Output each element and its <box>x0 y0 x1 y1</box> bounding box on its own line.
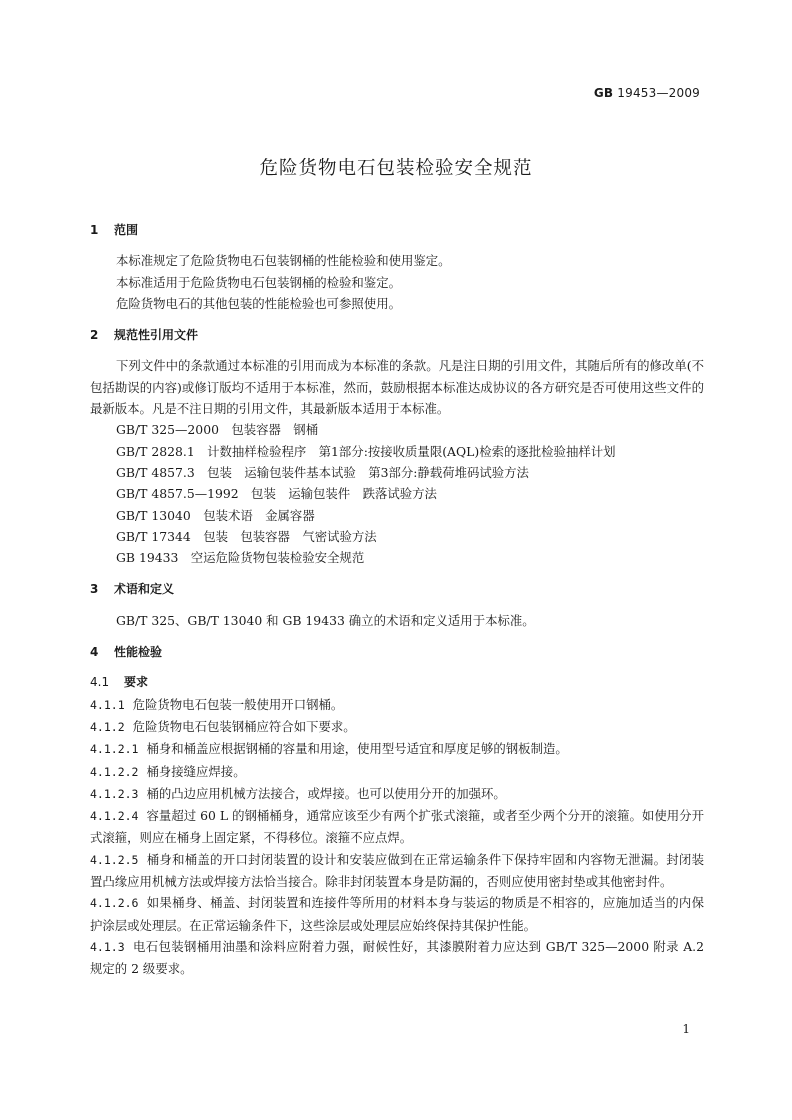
paragraph: GB/T 325、GB/T 13040 和 GB 19433 确立的术语和定义适用于本标准。 <box>116 612 535 628</box>
section-heading <box>90 642 704 663</box>
section-performance-test <box>90 642 704 979</box>
section-heading <box>90 579 704 600</box>
section-title: 性能检验 <box>114 645 163 660</box>
standard-prefix: GB <box>593 86 614 100</box>
clause-text: 如果桶身、桶盖、封闭装置和连接件等所用的材料本身与装运的物质是不相容的，应施加适当的内保护涂层或处理层。在正常运输条件下，这些涂层或处理层应始终保持其保护性能。 <box>90 895 704 933</box>
clause-number: 4.1.2.1 <box>90 742 139 757</box>
reference-item: GB/T 13040 包装术语 金属容器 <box>116 507 315 523</box>
clause-text: 容量超过 60 L 的钢桶桶身，通常应该至少有两个扩张式滚箍，或者至少两个分开的滚箍。如使用分开式滚箍，则应在桶身上固定紧，不得移位。滚箍不应点焊。 <box>90 808 704 846</box>
section-number: 4 <box>90 645 99 660</box>
clause <box>90 783 704 805</box>
page-number: 1 <box>682 1022 690 1036</box>
section-title: 规范性引用文件 <box>114 328 199 343</box>
clause <box>90 936 704 980</box>
subsection-title: 要求 <box>124 675 149 690</box>
clause-text: 桶的凸边应用机械方法接合，或焊接。也可以使用分开的加强环。 <box>146 785 506 801</box>
clause-number: 4.1.2.5 <box>90 852 139 867</box>
clause-text: 桶身和桶盖应根据钢桶的容量和用途，使用型号适宜和厚度足够的钢板制造。 <box>146 741 568 757</box>
clause-number: 4.1.2.4 <box>90 809 139 824</box>
paragraph: 下列文件中的条款通过本标准的引用而成为本标准的条款。凡是注日期的引用文件，其随后所有的修改单(不包括勘误的内容)或修订版均不适用于本标准，然而，鼓励根据本标准达成协议的各方研究是否可使用这些文件的最新版本。凡是不注日期的引用文件，其最新版本适用于本标准。 <box>90 358 704 417</box>
paragraph: 本标准规定了危险货物电石包装钢桶的性能检验和使用鉴定。 <box>116 253 451 269</box>
clause <box>90 892 704 936</box>
subsection-heading <box>90 672 704 693</box>
section-number: 1 <box>90 223 99 237</box>
clause-text: 电石包装钢桶用油墨和涂料应附着力强，耐候性好，其漆膜附着力应达到 GB/T 325—2000 附录 A.2 规定的 2 级要求。 <box>90 938 704 977</box>
reference-item: GB/T 325—2000 包装容器 钢桶 <box>116 422 319 438</box>
paragraph: 本标准适用于危险货物电石包装钢桶的检验和鉴定。 <box>116 274 401 290</box>
reference-item: GB/T 4857.5—1992 包装 运输包装件 跌落试验方法 <box>116 486 437 502</box>
clause-text: 危险货物电石包装钢桶应符合如下要求。 <box>132 718 356 734</box>
clause <box>90 738 704 760</box>
standard-number <box>594 86 700 100</box>
section-number: 3 <box>90 582 99 597</box>
clause <box>90 805 704 849</box>
reference-item: GB/T 4857.3 包装 运输包装件基本试验 第3部分:静载荷堆码试验方法 <box>116 464 529 480</box>
standard-code: 19453—2009 <box>617 86 700 100</box>
paragraph: 危险货物电石的其他包装的性能检验也可参照使用。 <box>116 295 401 311</box>
section-heading <box>90 220 704 241</box>
section-normative-references <box>90 325 704 568</box>
clause-text: 桶身接缝应焊接。 <box>146 763 246 779</box>
section-heading <box>90 325 704 346</box>
section-terms <box>90 579 704 631</box>
section-scope <box>90 220 704 314</box>
clause-text: 危险货物电石包装一般使用开口钢桶。 <box>132 696 344 712</box>
clause <box>90 716 704 738</box>
document-title: 危险货物电石包装检验安全规范 <box>259 158 533 179</box>
reference-item: GB/T 2828.1 计数抽样检验程序 第1部分:按接收质量限(AQL)检索的逐批检验抽样计划 <box>116 443 616 459</box>
subsection-number: 4.1 <box>90 675 110 690</box>
clause-number: 4.1.2 <box>90 719 125 734</box>
clause <box>90 694 704 716</box>
clause <box>90 761 704 783</box>
section-title: 术语和定义 <box>114 582 175 597</box>
clause-text: 桶身和桶盖的开口封闭装置的设计和安装应做到在正常运输条件下保持牢固和内容物无泄漏。封闭装置凸缘应用机械方法或焊接方法恰当接合。除非封闭装置本身是防漏的，否则应使用密封垫或其他密封件。 <box>90 851 704 890</box>
document-body <box>90 220 704 991</box>
clause-number: 4.1.2.2 <box>90 764 139 779</box>
clause-number: 4.1.3 <box>90 939 125 954</box>
section-number: 2 <box>90 328 99 343</box>
clause-number: 4.1.2.6 <box>90 896 139 911</box>
clause <box>90 849 704 893</box>
reference-item: GB/T 17344 包装 包装容器 气密试验方法 <box>116 528 377 544</box>
clause-number: 4.1.2.3 <box>90 786 139 801</box>
section-title: 范围 <box>114 223 139 237</box>
reference-item: GB 19433 空运危险货物包装检验安全规范 <box>116 550 365 566</box>
clause-number: 4.1.1 <box>90 697 125 712</box>
